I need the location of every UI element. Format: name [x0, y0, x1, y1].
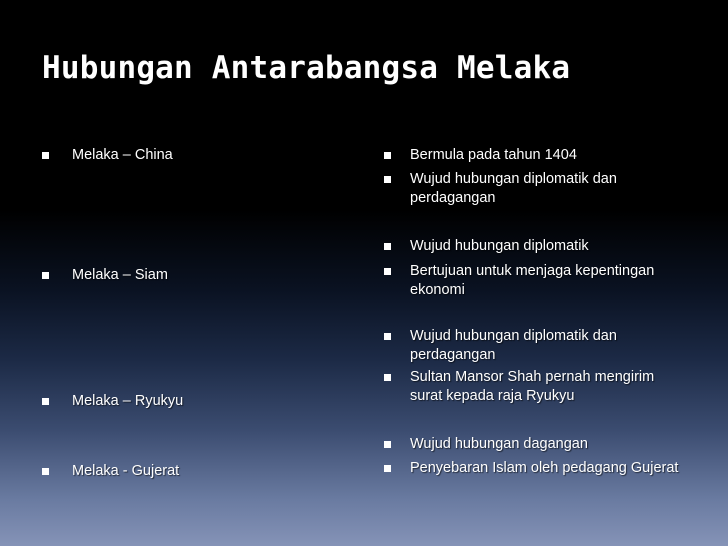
left-list-item [42, 146, 173, 165]
left-item-text: Melaka – Ryukyu [72, 393, 184, 409]
right-item-text: Penyebaran Islam oleh pedagang Gujerat [410, 460, 679, 476]
square-bullet-icon [384, 243, 391, 250]
right-list-item [384, 459, 684, 478]
left-item-text: Melaka – Siam [72, 267, 168, 283]
right-item-text: Bermula pada tahun 1404 [410, 147, 577, 163]
right-item-text: Wujud hubungan dagangan [410, 436, 588, 452]
square-bullet-icon [384, 333, 391, 340]
square-bullet-icon [384, 176, 391, 183]
square-bullet-icon [42, 468, 49, 475]
right-list-item [384, 435, 684, 454]
square-bullet-icon [384, 268, 391, 275]
square-bullet-icon [384, 152, 391, 159]
left-list-item [42, 266, 168, 285]
right-list-item [384, 368, 684, 406]
left-list-item [42, 462, 179, 481]
right-item-text: Wujud hubungan diplomatik dan perdagangan [410, 328, 617, 363]
square-bullet-icon [42, 152, 49, 159]
square-bullet-icon [384, 441, 391, 448]
right-item-text: Wujud hubungan diplomatik dan perdagangan [410, 171, 617, 206]
left-item-text: Melaka – China [72, 147, 173, 163]
square-bullet-icon [42, 398, 49, 405]
left-list-item [42, 392, 183, 411]
right-list-item [384, 262, 684, 300]
right-list-item [384, 237, 684, 256]
left-item-text: Melaka - Gujerat [72, 463, 180, 479]
right-item-text: Sultan Mansor Shah pernah mengirim surat kepada raja Ryukyu [410, 369, 655, 404]
right-item-text: Bertujuan untuk menjaga kepentingan ekonomi [410, 263, 655, 298]
slide-title: Hubungan Antarabangsa Melaka [42, 50, 571, 86]
right-list-item [384, 170, 684, 208]
square-bullet-icon [384, 374, 391, 381]
right-list-item [384, 327, 684, 365]
right-item-text: Wujud hubungan diplomatik [410, 238, 589, 254]
square-bullet-icon [42, 272, 49, 279]
square-bullet-icon [384, 465, 391, 472]
right-list-item [384, 146, 684, 165]
